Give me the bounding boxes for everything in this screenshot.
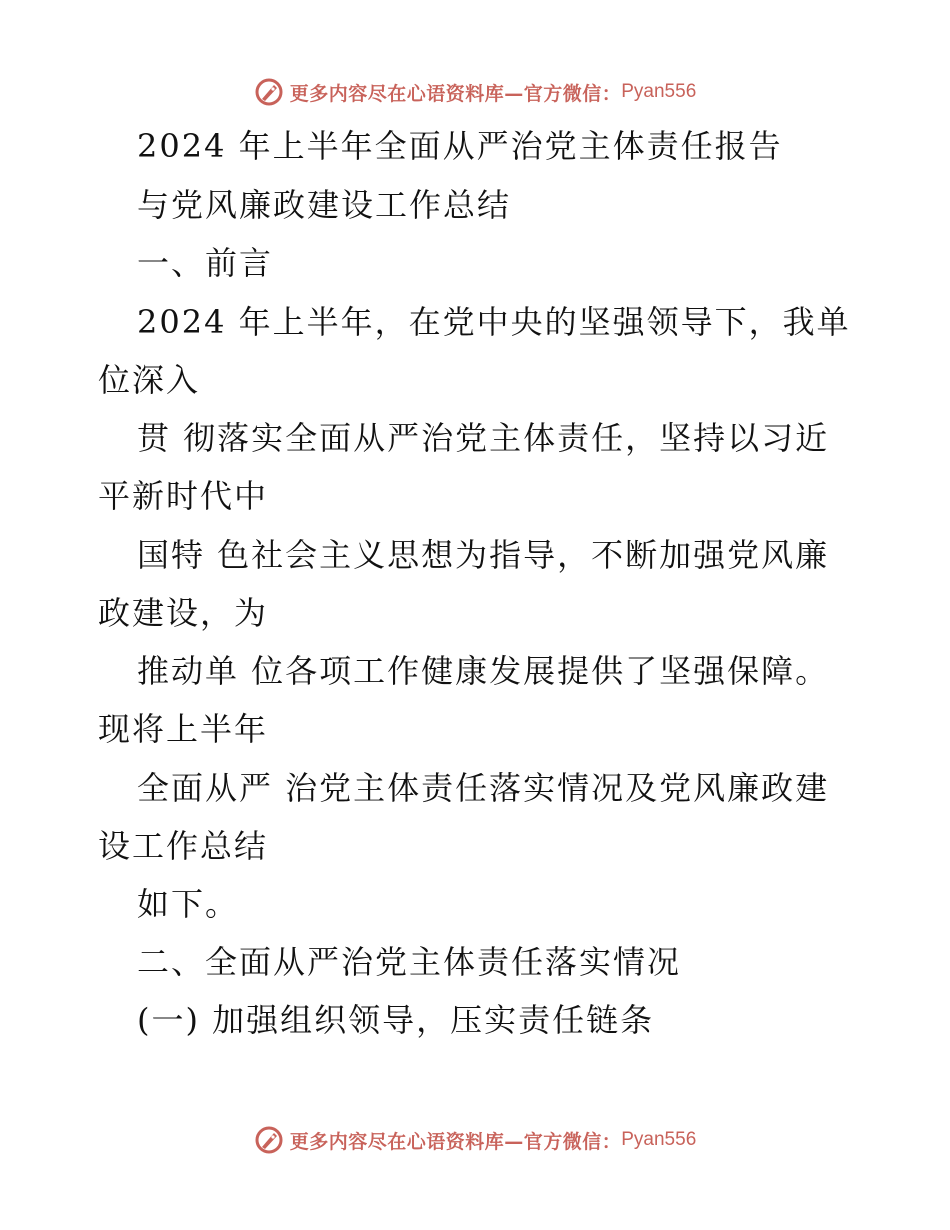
pen-nib-circle-icon xyxy=(254,1125,284,1155)
title-line-2: 与党风廉政建设工作总结 xyxy=(137,186,512,224)
paragraph-line: 全面从严 治党主体责任落实情况及党风廉政建 xyxy=(137,769,830,807)
paragraph-line: 推动单 位各项工作健康发展提供了坚强保障。 xyxy=(137,652,830,690)
paragraph-line: 2024 年上半年，在党中央的坚强领导下，我单 xyxy=(137,303,851,341)
footer-watermark-banner xyxy=(0,1120,950,1160)
banner-text: 更多内容尽在心语资料库—官方微信： xyxy=(289,1130,622,1153)
banner-wechat-id: Pyan556 xyxy=(621,1129,697,1150)
title-line-1: 2024 年上半年全面从严治党主体责任报告 xyxy=(137,127,783,165)
pen-nib-circle-icon xyxy=(254,77,284,107)
banner-text: 更多内容尽在心语资料库—官方微信： xyxy=(289,82,622,105)
paragraph-line: 国特 色社会主义思想为指导，不断加强党风廉 xyxy=(137,536,830,574)
paragraph-line: 位深入 xyxy=(98,361,201,399)
banner-wechat-id: Pyan556 xyxy=(621,81,697,102)
paragraph-line: 如下。 xyxy=(137,885,240,923)
subsection-heading: (一) 加强组织领导，压实责任链条 xyxy=(137,1001,655,1039)
paragraph-line: 现将上半年 xyxy=(98,710,269,748)
paragraph-line: 政建设，为 xyxy=(98,594,269,632)
section-heading-preface: 一、前言 xyxy=(137,244,274,282)
paragraph-line: 设工作总结 xyxy=(98,827,269,865)
paragraph-line: 平新时代中 xyxy=(98,477,269,515)
section-heading-implementation: 二、全面从严治党主体责任落实情况 xyxy=(137,943,682,981)
paragraph-line: 贯 彻落实全面从严治党主体责任，坚持以习近 xyxy=(137,419,830,457)
header-watermark-banner xyxy=(0,72,950,112)
